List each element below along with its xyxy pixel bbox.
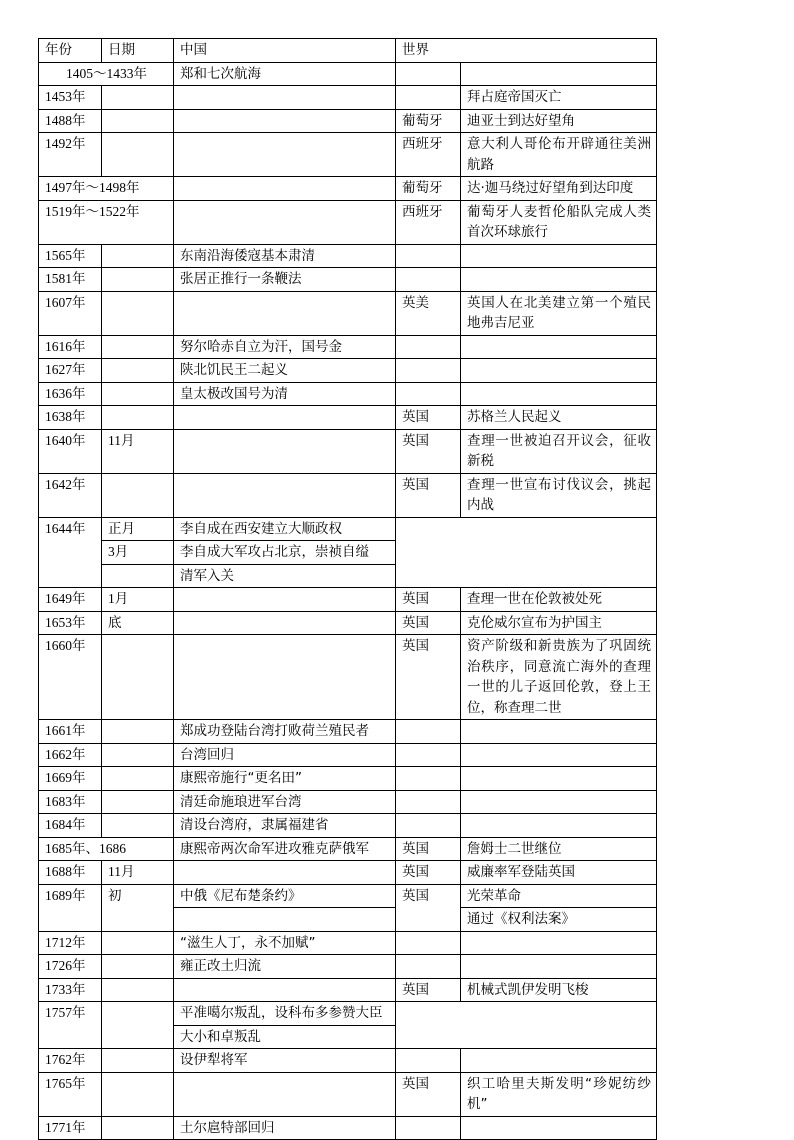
date-cell: [102, 790, 174, 814]
year-cell: 1669年: [39, 767, 102, 791]
country-cell: 英国: [396, 473, 461, 517]
year-cell: 1627年: [39, 359, 102, 383]
table-row: [39, 611, 657, 635]
world-event-cell: 光荣革命: [461, 884, 657, 908]
table-row: [39, 635, 657, 720]
year-cell: 1488年: [39, 109, 102, 133]
header-date: 日期: [102, 39, 174, 63]
year-cell: 1762年: [39, 1049, 102, 1073]
world-event-cell: [461, 1116, 657, 1140]
date-cell: 11月: [102, 429, 174, 473]
table-row: [39, 133, 657, 177]
year-cell: 1405～1433年: [39, 62, 174, 86]
table-row: [39, 335, 657, 359]
world-event-cell: [461, 1049, 657, 1073]
china-event-cell: [174, 200, 396, 244]
china-event-cell: [174, 177, 396, 201]
china-event-cell: 台湾回归: [174, 743, 396, 767]
year-cell: 1661年: [39, 720, 102, 744]
china-event-cell: [174, 291, 396, 335]
year-cell: 1733年: [39, 978, 102, 1002]
china-event-cell: [174, 588, 396, 612]
date-cell: 初: [102, 884, 174, 931]
country-cell: [396, 335, 461, 359]
year-cell: 1642年: [39, 473, 102, 517]
world-event-cell: 织工哈里夫斯发明“珍妮纺纱机”: [461, 1072, 657, 1116]
year-cell: 1771年: [39, 1116, 102, 1140]
world-event-cell: 葡萄牙人麦哲伦船队完成人类首次环球旅行: [461, 200, 657, 244]
date-cell: [102, 767, 174, 791]
country-cell: [396, 767, 461, 791]
table-row: [39, 291, 657, 335]
year-cell: 1662年: [39, 743, 102, 767]
china-event-cell: [174, 133, 396, 177]
china-event-cell: [174, 109, 396, 133]
world-event-cell: 意大利人哥伦布开辟通往美洲航路: [461, 133, 657, 177]
world-event-cell: [461, 335, 657, 359]
china-event-cell: 李自成在西安建立大顺政权: [174, 517, 396, 541]
china-event-cell: [174, 908, 396, 932]
table-row: [39, 429, 657, 473]
country-cell: 英国: [396, 1072, 461, 1116]
country-cell: [396, 931, 461, 955]
table-row: [39, 1002, 657, 1026]
country-cell: 英国: [396, 861, 461, 885]
country-cell: 英美: [396, 291, 461, 335]
table-row: [39, 790, 657, 814]
world-event-cell: 威廉率军登陆英国: [461, 861, 657, 885]
world-event-cell: [461, 244, 657, 268]
date-cell: [102, 109, 174, 133]
table-row: [39, 837, 657, 861]
table-row: [39, 177, 657, 201]
country-cell: 葡萄牙: [396, 109, 461, 133]
world-event-cell: [461, 268, 657, 292]
world-event-cell: 机械式凯伊发明飞梭: [461, 978, 657, 1002]
year-cell: 1636年: [39, 382, 102, 406]
china-event-cell: 李自成大军攻占北京，崇祯自缢: [174, 541, 396, 565]
date-cell: [102, 1049, 174, 1073]
table-row: [39, 861, 657, 885]
table-row: [39, 109, 657, 133]
country-cell: 西班牙: [396, 200, 461, 244]
china-event-cell: [174, 406, 396, 430]
china-event-cell: [174, 86, 396, 110]
table-row: [39, 1049, 657, 1073]
table-row: [39, 743, 657, 767]
table-row: [39, 955, 657, 979]
year-cell: 1649年: [39, 588, 102, 612]
world-event-cell: [461, 931, 657, 955]
country-cell: 英国: [396, 978, 461, 1002]
year-cell: 1497年～1498年: [39, 177, 174, 201]
table-row: [39, 884, 657, 908]
world-event-cell: 苏格兰人民起义: [461, 406, 657, 430]
country-cell: 英国: [396, 884, 461, 931]
year-cell: 1640年: [39, 429, 102, 473]
world-event-cell: 英国人在北美建立第一个殖民地弗吉尼亚: [461, 291, 657, 335]
china-event-cell: [174, 861, 396, 885]
year-cell: 1519年～1522年: [39, 200, 174, 244]
world-event-cell: 达·迦马绕过好望角到达印度: [461, 177, 657, 201]
china-event-cell: 雍正改土归流: [174, 955, 396, 979]
history-timeline-table: [38, 38, 657, 1140]
date-cell: 11月: [102, 861, 174, 885]
china-event-cell: 东南沿海倭寇基本肃清: [174, 244, 396, 268]
world-event-cell: 查理一世宣布讨伐议会，挑起内战: [461, 473, 657, 517]
date-cell: [102, 1072, 174, 1116]
date-cell: [102, 635, 174, 720]
country-cell: [396, 1116, 461, 1140]
date-cell: [102, 955, 174, 979]
china-event-cell: [174, 429, 396, 473]
date-cell: [102, 86, 174, 110]
date-cell: [102, 564, 174, 588]
table-row: [39, 814, 657, 838]
year-cell: 1726年: [39, 955, 102, 979]
country-cell: [396, 268, 461, 292]
country-cell: 英国: [396, 429, 461, 473]
world-event-cell: 通过《权利法案》: [461, 908, 657, 932]
table-row: [39, 406, 657, 430]
china-event-cell: 张居正推行一条鞭法: [174, 268, 396, 292]
country-cell: 英国: [396, 611, 461, 635]
china-event-cell: 平准噶尔叛乱，设科布多参赞大臣: [174, 1002, 396, 1026]
year-cell: 1757年: [39, 1002, 102, 1049]
year-cell: 1638年: [39, 406, 102, 430]
world-event-cell: [461, 790, 657, 814]
world-event-cell: [461, 814, 657, 838]
date-cell: [102, 931, 174, 955]
date-cell: [102, 473, 174, 517]
china-event-cell: 郑成功登陆台湾打败荷兰殖民者: [174, 720, 396, 744]
country-cell: [396, 790, 461, 814]
world-event-cell: 拜占庭帝国灭亡: [461, 86, 657, 110]
world-event-cell: 克伦威尔宣布为护国主: [461, 611, 657, 635]
country-cell: [396, 814, 461, 838]
date-cell: [102, 1002, 174, 1049]
table-row: [39, 517, 657, 541]
world-event-cell: [461, 720, 657, 744]
year-cell: 1765年: [39, 1072, 102, 1116]
date-cell: [102, 743, 174, 767]
country-cell: [396, 86, 461, 110]
table-row: [39, 767, 657, 791]
country-cell: [396, 382, 461, 406]
year-cell: 1712年: [39, 931, 102, 955]
table-row: [39, 978, 657, 1002]
table-row: [39, 473, 657, 517]
year-cell: 1688年: [39, 861, 102, 885]
china-event-cell: [174, 611, 396, 635]
world-event-cell: 詹姆士二世继位: [461, 837, 657, 861]
china-event-cell: [174, 473, 396, 517]
table-row: [39, 200, 657, 244]
country-cell: [396, 955, 461, 979]
header-row: [39, 39, 657, 63]
date-cell: [102, 291, 174, 335]
table-row: [39, 1072, 657, 1116]
table-row: [39, 86, 657, 110]
country-cell: 西班牙: [396, 133, 461, 177]
year-cell: 1492年: [39, 133, 102, 177]
world-empty-cell: [396, 1002, 657, 1049]
table-row: [39, 268, 657, 292]
country-cell: 英国: [396, 837, 461, 861]
year-cell: 1607年: [39, 291, 102, 335]
country-cell: [396, 720, 461, 744]
china-event-cell: 清军入关: [174, 564, 396, 588]
china-event-cell: 康熙帝两次命军进攻雅克萨俄军: [174, 837, 396, 861]
country-cell: [396, 1049, 461, 1073]
china-event-cell: 陕北饥民王二起义: [174, 359, 396, 383]
china-event-cell: [174, 978, 396, 1002]
china-event-cell: 土尔扈特部回归: [174, 1116, 396, 1140]
china-event-cell: [174, 1072, 396, 1116]
date-cell: 1月: [102, 588, 174, 612]
table-row: [39, 588, 657, 612]
date-cell: [102, 720, 174, 744]
world-event-cell: 查理一世被迫召开议会，征收新税: [461, 429, 657, 473]
china-event-cell: [174, 635, 396, 720]
country-cell: [396, 244, 461, 268]
header-year: 年份: [39, 39, 102, 63]
country-cell: [396, 62, 461, 86]
china-event-cell: 努尔哈赤自立为汗，国号金: [174, 335, 396, 359]
china-event-cell: 清设台湾府，隶属福建省: [174, 814, 396, 838]
date-cell: [102, 133, 174, 177]
table-row: [39, 244, 657, 268]
year-cell: 1684年: [39, 814, 102, 838]
world-event-cell: 资产阶级和新贵族为了巩固统治秩序，同意流亡海外的查理一世的儿子返回伦敦，登上王位，称查理二世: [461, 635, 657, 720]
china-event-cell: 郑和七次航海: [174, 62, 396, 86]
world-empty-cell: [396, 517, 657, 588]
date-cell: [102, 359, 174, 383]
table-row: [39, 62, 657, 86]
date-cell: [102, 335, 174, 359]
year-cell: 1685年、1686: [39, 837, 174, 861]
table-row: [39, 359, 657, 383]
date-cell: 3月: [102, 541, 174, 565]
world-event-cell: [461, 62, 657, 86]
china-event-cell: 中俄《尼布楚条约》: [174, 884, 396, 908]
date-cell: 正月: [102, 517, 174, 541]
date-cell: [102, 978, 174, 1002]
china-event-cell: “滋生人丁，永不加赋”: [174, 931, 396, 955]
world-event-cell: [461, 743, 657, 767]
china-event-cell: 大小和卓叛乱: [174, 1025, 396, 1049]
country-cell: 英国: [396, 635, 461, 720]
year-cell: 1683年: [39, 790, 102, 814]
world-event-cell: 查理一世在伦敦被处死: [461, 588, 657, 612]
year-cell: 1616年: [39, 335, 102, 359]
date-cell: [102, 382, 174, 406]
china-event-cell: 设伊犁将军: [174, 1049, 396, 1073]
date-cell: [102, 406, 174, 430]
china-event-cell: 皇太极改国号为清: [174, 382, 396, 406]
table-row: [39, 1116, 657, 1140]
date-cell: [102, 268, 174, 292]
country-cell: 英国: [396, 406, 461, 430]
world-event-cell: 迪亚士到达好望角: [461, 109, 657, 133]
world-event-cell: [461, 955, 657, 979]
world-event-cell: [461, 359, 657, 383]
country-cell: [396, 743, 461, 767]
year-cell: 1644年: [39, 517, 102, 588]
table-row: [39, 382, 657, 406]
table-row: [39, 931, 657, 955]
table-row: [39, 720, 657, 744]
world-event-cell: [461, 767, 657, 791]
country-cell: 英国: [396, 588, 461, 612]
year-cell: 1660年: [39, 635, 102, 720]
year-cell: 1689年: [39, 884, 102, 931]
header-china: 中国: [174, 39, 396, 63]
date-cell: 底: [102, 611, 174, 635]
year-cell: 1653年: [39, 611, 102, 635]
year-cell: 1565年: [39, 244, 102, 268]
year-cell: 1581年: [39, 268, 102, 292]
china-event-cell: 康熙帝施行“更名田”: [174, 767, 396, 791]
china-event-cell: 清廷命施琅进军台湾: [174, 790, 396, 814]
date-cell: [102, 1116, 174, 1140]
date-cell: [102, 244, 174, 268]
year-cell: 1453年: [39, 86, 102, 110]
header-world: 世界: [396, 39, 657, 63]
country-cell: 葡萄牙: [396, 177, 461, 201]
date-cell: [102, 814, 174, 838]
world-event-cell: [461, 382, 657, 406]
country-cell: [396, 359, 461, 383]
